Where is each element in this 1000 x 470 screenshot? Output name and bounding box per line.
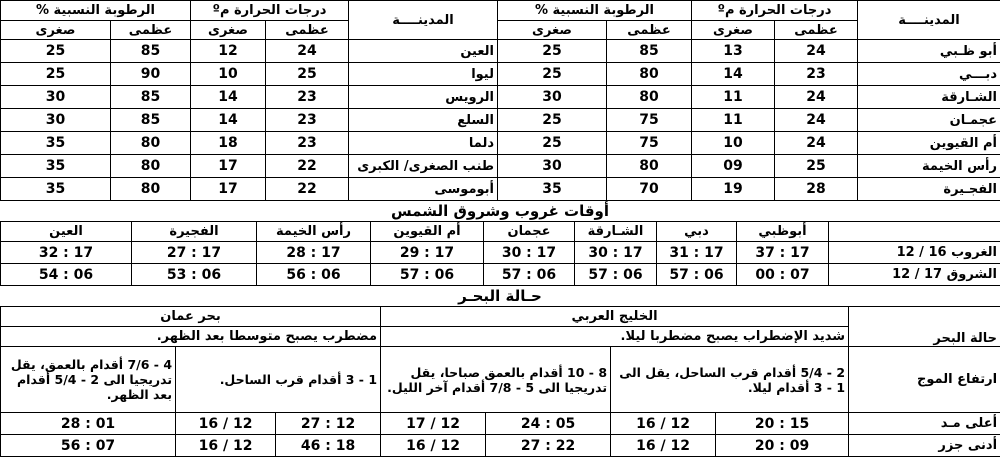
humidity-min: 35: [1, 178, 111, 201]
city-name: رأس الخيمة: [858, 155, 1000, 178]
sun-city-name: عجمان: [484, 222, 575, 242]
temp-min: 14: [191, 109, 266, 132]
min-header: صغرى: [191, 21, 266, 40]
low-tide-value: 12 / 16: [176, 435, 276, 457]
weather-table: [0, 0, 1000, 201]
humidity-max: 85: [607, 40, 692, 63]
sunrise-time: 06 : 57: [484, 264, 575, 286]
max-header: عظمى: [607, 21, 692, 40]
humidity-max: 85: [111, 40, 191, 63]
gulf-header: الخليج العربي: [381, 307, 849, 327]
high-tide-value: 15 : 20: [716, 413, 849, 435]
sun-times-title: أوقات غروب وشروق الشمس: [390, 202, 610, 220]
min-header: صغرى: [1, 21, 111, 40]
sea-state-label: حالة البحر: [849, 307, 1000, 347]
humidity-max: 80: [607, 155, 692, 178]
humidity-header: الرطوبة النسبية %: [1, 1, 191, 21]
low-tide-value: 22 : 27: [486, 435, 611, 457]
low-tide-value: 09 : 20: [716, 435, 849, 457]
humidity-max: 80: [111, 178, 191, 201]
humidity-min: 25: [498, 109, 607, 132]
city-name: أم القيوين: [858, 132, 1000, 155]
sunset-label: الغروب 16 / 12: [829, 242, 1000, 264]
sunrise-time: 06 : 54: [1, 264, 132, 286]
temp-max: 28: [775, 178, 858, 201]
temp-max: 24: [775, 40, 858, 63]
humidity-min: 35: [1, 155, 111, 178]
humidity-max: 80: [111, 132, 191, 155]
low-tide-value: 12 / 16: [381, 435, 486, 457]
temp-header: درجات الحرارة مº: [692, 1, 858, 21]
humidity-max: 80: [111, 155, 191, 178]
temp-min: 09: [692, 155, 775, 178]
sun-city-name: الشـارقة: [575, 222, 657, 242]
gulf-wave-near: 2 - 5/4 أقدام قرب الساحل، يقل الى 1 - 3 أقدام ليلا.: [611, 347, 849, 413]
high-tide-value: 12 / 16: [176, 413, 276, 435]
humidity-min: 25: [1, 40, 111, 63]
temp-min: 11: [692, 86, 775, 109]
min-header: صغرى: [692, 21, 775, 40]
temp-max: 23: [266, 109, 349, 132]
low-tide-value: 07 : 56: [1, 435, 176, 457]
city-name: أبو ظـبي: [858, 40, 1000, 63]
humidity-max: 80: [607, 63, 692, 86]
sunset-time: 17 : 32: [1, 242, 132, 264]
temp-header: درجات الحرارة مº: [191, 1, 349, 21]
city-name: عجمـان: [858, 109, 1000, 132]
humidity-min: 35: [1, 132, 111, 155]
temp-max: 25: [266, 63, 349, 86]
temp-max: 22: [266, 178, 349, 201]
humidity-max: 75: [607, 132, 692, 155]
city-name: السلع: [349, 109, 498, 132]
humidity-header: الرطوبة النسبية %: [498, 1, 692, 21]
sunset-time: 17 : 27: [132, 242, 257, 264]
city-name: دلما: [349, 132, 498, 155]
city-name: أبوموسى: [349, 178, 498, 201]
sun-city-name: أم القيوين: [371, 222, 484, 242]
sunset-time: 17 : 37: [737, 242, 829, 264]
sunrise-time: 06 : 53: [132, 264, 257, 286]
sun-city-name: أبوظبي: [737, 222, 829, 242]
temp-max: 24: [266, 40, 349, 63]
oman-wave-deep: 4 - 7/6 أقدام بالعمق، يقل تدريجيا الى 2 - 5/4 أقدام بعد الظهر.: [1, 347, 176, 413]
sun-city-name: رأس الخيمة: [257, 222, 371, 242]
humidity-min: 25: [498, 132, 607, 155]
temp-min: 18: [191, 132, 266, 155]
high-tide-value: 05 : 24: [486, 413, 611, 435]
table-row: [1, 109, 1000, 132]
city-name: ليوا: [349, 63, 498, 86]
oman-sea-state: مضطرب يصبح متوسطا بعد الظهر.: [1, 327, 381, 347]
table-row: [1, 86, 1000, 109]
table-row: [1, 63, 1000, 86]
humidity-min: 25: [498, 40, 607, 63]
city-name: الفجـيرة: [858, 178, 1000, 201]
sunset-time: 17 : 30: [575, 242, 657, 264]
temp-max: 24: [775, 132, 858, 155]
sun-city-name: العين: [1, 222, 132, 242]
city-name: الشـارقة: [858, 86, 1000, 109]
min-header: صغرى: [498, 21, 607, 40]
sunrise-time: 06 : 57: [371, 264, 484, 286]
temp-min: 11: [692, 109, 775, 132]
high-tide-value: 12 : 27: [276, 413, 381, 435]
sun-city-name: دبي: [657, 222, 737, 242]
high-tide-value: 01 : 28: [1, 413, 176, 435]
high-tide-label: أعلى مـد: [849, 413, 1000, 435]
max-header: عظمى: [266, 21, 349, 40]
humidity-min: 30: [498, 86, 607, 109]
table-row: [1, 155, 1000, 178]
temp-max: 24: [775, 86, 858, 109]
temp-max: 23: [775, 63, 858, 86]
temp-min: 14: [191, 86, 266, 109]
temp-min: 10: [191, 63, 266, 86]
humidity-max: 70: [607, 178, 692, 201]
oman-wave-near: 1 - 3 أقدام قرب الساحل.: [176, 347, 381, 413]
high-tide-value: 12 / 16: [611, 413, 716, 435]
city-name: الرويس: [349, 86, 498, 109]
humidity-min: 35: [498, 178, 607, 201]
city-name: دبـــي: [858, 63, 1000, 86]
sea-state-title: حـالة البحـر: [458, 287, 542, 305]
sun-corner-cell: [829, 222, 1000, 242]
sunrise-time: 06 : 57: [657, 264, 737, 286]
temp-min: 17: [191, 178, 266, 201]
low-tide-label: أدنى جزر: [849, 435, 1000, 457]
sunrise-time: 06 : 57: [575, 264, 657, 286]
humidity-min: 30: [1, 109, 111, 132]
humidity-max: 85: [111, 86, 191, 109]
sunset-time: 17 : 29: [371, 242, 484, 264]
humidity-max: 90: [111, 63, 191, 86]
sun-times-table: [0, 221, 1000, 286]
oman-header: بحر عمان: [1, 307, 381, 327]
sunset-time: 17 : 30: [484, 242, 575, 264]
humidity-max: 85: [111, 109, 191, 132]
temp-min: 12: [191, 40, 266, 63]
city-header: المدينــــة: [349, 1, 498, 40]
temp-min: 14: [692, 63, 775, 86]
max-header: عظمى: [775, 21, 858, 40]
city-name: العين: [349, 40, 498, 63]
humidity-max: 75: [607, 109, 692, 132]
city-header: المدينــــة: [858, 1, 1000, 40]
high-tide-value: 12 / 17: [381, 413, 486, 435]
temp-max: 25: [775, 155, 858, 178]
temp-max: 23: [266, 132, 349, 155]
temp-min: 19: [692, 178, 775, 201]
table-row: [1, 40, 1000, 63]
sea-state-table: [0, 306, 1000, 457]
sunrise-label: الشروق 17 / 12: [829, 264, 1000, 286]
gulf-sea-state: شديد الإضطراب يصبح مضطربا ليلا.: [381, 327, 849, 347]
city-name: طنب الصغرى/ الكبرى: [349, 155, 498, 178]
sunrise-time: 07 : 00: [737, 264, 829, 286]
low-tide-value: 18 : 46: [276, 435, 381, 457]
humidity-min: 25: [1, 63, 111, 86]
humidity-min: 25: [498, 63, 607, 86]
temp-max: 22: [266, 155, 349, 178]
temp-min: 13: [692, 40, 775, 63]
temp-max: 23: [266, 86, 349, 109]
humidity-min: 30: [498, 155, 607, 178]
table-row: [1, 178, 1000, 201]
table-row: [1, 132, 1000, 155]
temp-min: 17: [191, 155, 266, 178]
wave-height-label: ارتفاع الموج: [849, 347, 1000, 413]
sunset-time: 17 : 28: [257, 242, 371, 264]
max-header: عظمى: [111, 21, 191, 40]
sunrise-time: 06 : 56: [257, 264, 371, 286]
low-tide-value: 12 / 16: [611, 435, 716, 457]
sun-city-name: الفجيرة: [132, 222, 257, 242]
temp-min: 10: [692, 132, 775, 155]
gulf-wave-deep: 8 - 10 أقدام بالعمق صباحا، يقل تدريجيا الى 5 - 7/8 أقدام آخر الليل.: [381, 347, 611, 413]
temp-max: 24: [775, 109, 858, 132]
humidity-max: 80: [607, 86, 692, 109]
humidity-min: 30: [1, 86, 111, 109]
sunset-time: 17 : 31: [657, 242, 737, 264]
